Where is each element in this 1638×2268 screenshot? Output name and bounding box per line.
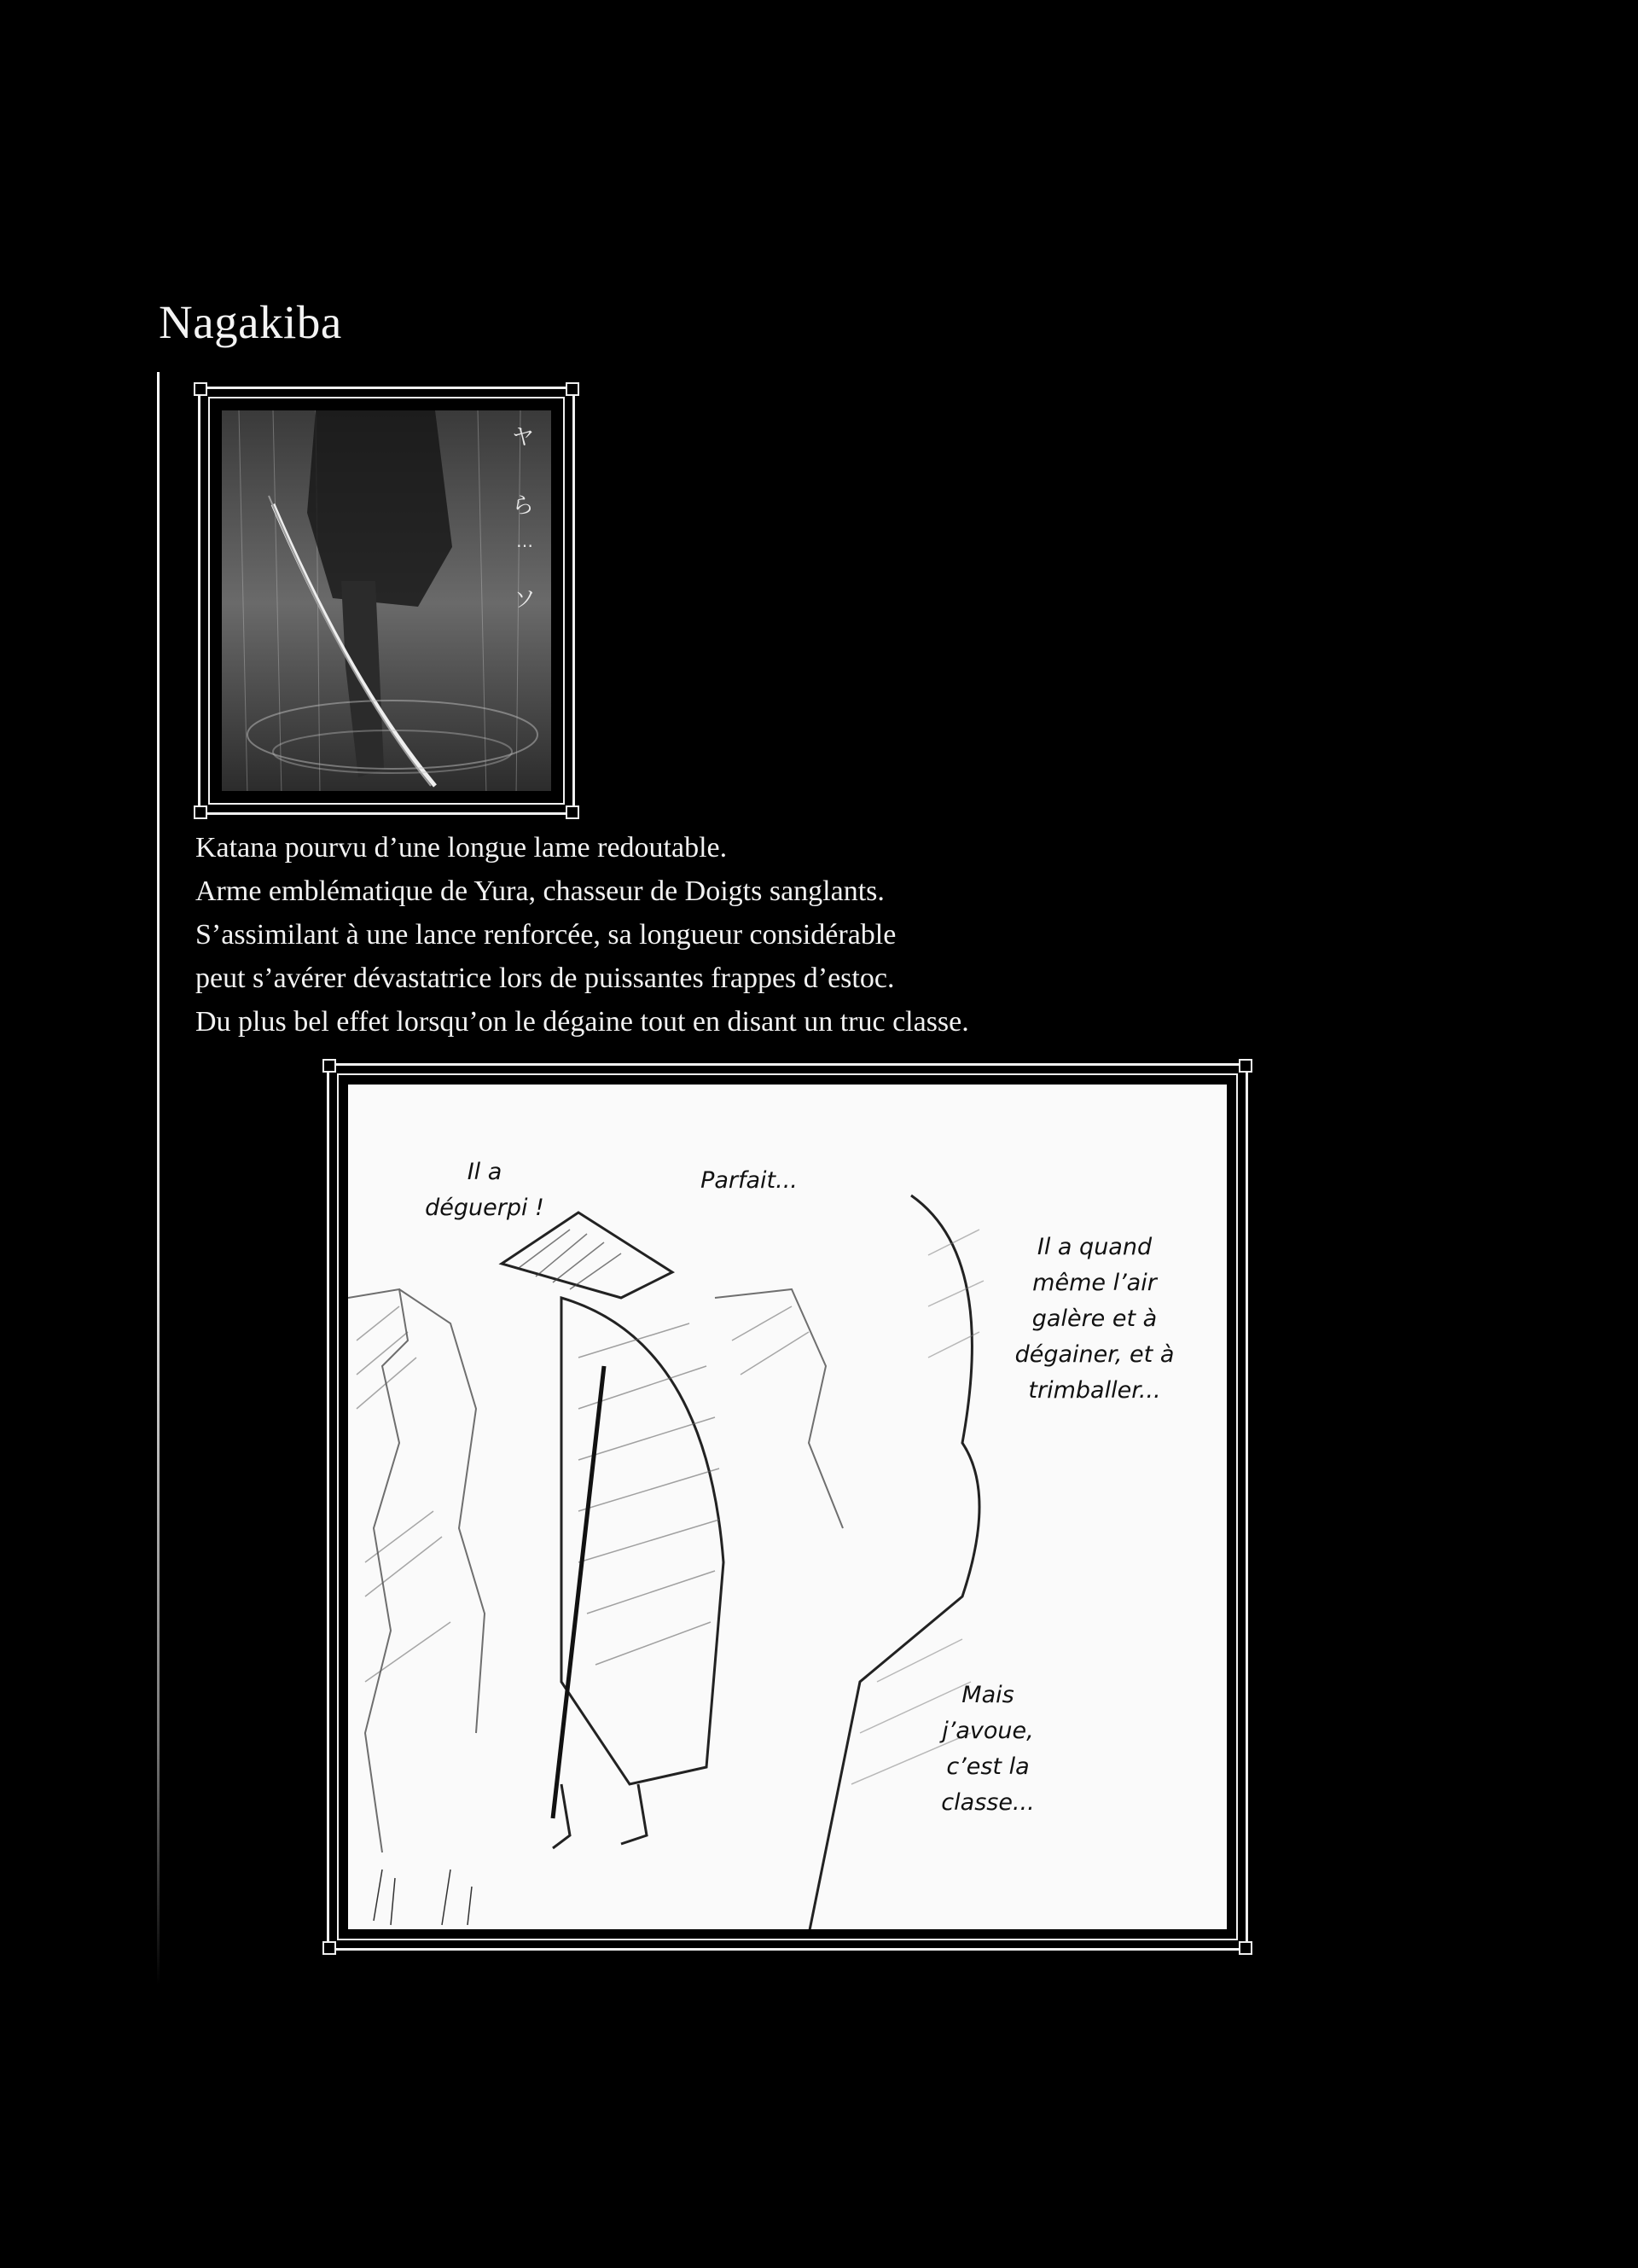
description-line: S’assimilant à une lance renforcée, sa longueur considérable	[195, 919, 897, 951]
speech-text: Il a quand même l’air galère et à dégainer, et à trimballer...	[1014, 1234, 1175, 1404]
svg-text:…: …	[516, 531, 533, 551]
frame-corner	[322, 1059, 336, 1073]
item-description	[195, 826, 1262, 1044]
frame-corner	[1239, 1059, 1252, 1073]
svg-text:ヤ: ヤ	[512, 425, 535, 451]
page-title: Nagakiba	[159, 296, 342, 348]
frame-corner	[194, 382, 207, 396]
frame-corner	[1239, 1941, 1252, 1955]
katana-warrior-image	[222, 410, 551, 791]
speech-text: Mais j’avoue, c’est la classe...	[941, 1682, 1035, 1816]
description-line: peut s’avérer dévastatrice lors de puissantes frappes d’estoc.	[195, 962, 895, 994]
sketch-panel	[348, 1085, 1227, 1929]
item-artwork-frame	[198, 387, 575, 815]
frame-corner	[322, 1941, 336, 1955]
description-line: Katana pourvu d’une longue lame redoutable.	[195, 832, 728, 864]
frame-corner	[194, 805, 207, 819]
frame-corner	[566, 382, 579, 396]
speech-text: Parfait...	[700, 1167, 798, 1194]
description-line: Arme emblématique de Yura, chasseur de Doigts sanglants.	[195, 875, 885, 907]
frame-corner	[566, 805, 579, 819]
speech-text: Il a déguerpi !	[425, 1159, 544, 1221]
sketch-panel-frame	[327, 1063, 1248, 1951]
description-line: Du plus bel effet lorsqu’on le dégaine tout en disant un truc classe.	[195, 1006, 969, 1038]
svg-text:ら: ら	[512, 493, 535, 519]
vertical-rule	[157, 372, 160, 1985]
svg-text:ソ: ソ	[514, 587, 537, 613]
item-artwork	[222, 410, 551, 791]
